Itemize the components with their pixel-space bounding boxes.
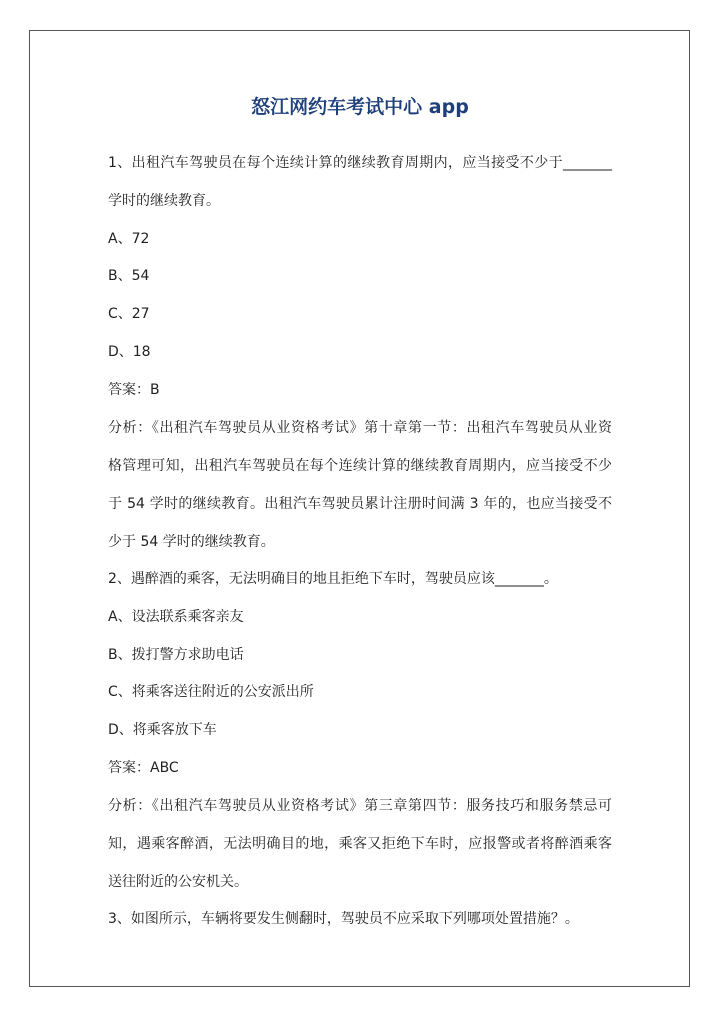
q1-analysis-line: 于 54 学时的继续教育。出租汽车驾驶员累计注册时间满 3 年的，也应当接受不 bbox=[108, 496, 612, 512]
q1-option-b: B、54 bbox=[108, 268, 150, 284]
page-title: 怒江网约车考试中心 app bbox=[251, 96, 469, 118]
question-1-text: 1、出租汽车驾驶员在每个连续计算的继续教育周期内，应当接受不少于_______ bbox=[108, 155, 612, 171]
q2-option-b: B、拨打警方求助电话 bbox=[108, 647, 244, 663]
q1-analysis-line: 分析：《出租汽车驾驶员从业资格考试》第十章第一节：出租汽车驾驶员从业资 bbox=[108, 420, 612, 436]
q2-analysis-line: 分析：《出租汽车驾驶员从业资格考试》第三章第四节：服务技巧和服务禁忌可 bbox=[108, 798, 612, 814]
q1-analysis-line: 格管理可知，出租汽车驾驶员在每个连续计算的继续教育周期内，应当接受不少 bbox=[108, 458, 612, 474]
question-1-text-cont: 学时的继续教育。 bbox=[108, 193, 220, 209]
q1-analysis-line: 少于 54 学时的继续教育。 bbox=[108, 534, 275, 550]
q1-option-d: D、18 bbox=[108, 344, 151, 360]
q2-option-c: C、将乘客送往附近的公安派出所 bbox=[108, 684, 314, 700]
q2-option-a: A、设法联系乘客亲友 bbox=[108, 609, 244, 625]
q1-option-a: A、72 bbox=[108, 231, 150, 247]
q2-analysis-line: 知，遇乘客醉酒，无法明确目的地，乘客又拒绝下车时，应报警或者将醉酒乘客 bbox=[108, 836, 612, 852]
question-3-text: 3、如图所示，车辆将要发生侧翻时，驾驶员不应采取下列哪项处置措施？。 bbox=[108, 911, 579, 927]
q1-option-c: C、27 bbox=[108, 306, 150, 322]
q2-answer: 答案：ABC bbox=[108, 760, 179, 776]
q2-option-d: D、将乘客放下车 bbox=[108, 722, 217, 738]
q1-answer: 答案：B bbox=[108, 382, 160, 398]
question-2-text: 2、遇醉酒的乘客，无法明确目的地且拒绝下车时，驾驶员应该_______。 bbox=[108, 571, 558, 587]
q2-analysis-line: 送往附近的公安机关。 bbox=[108, 874, 248, 890]
